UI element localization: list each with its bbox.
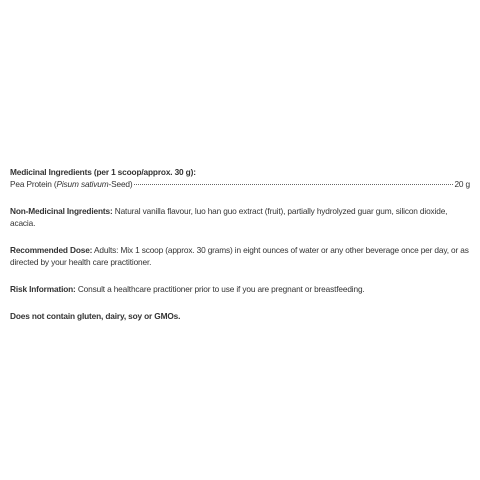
allergen-statement: Does not contain gluten, dairy, soy or GMOs. <box>10 311 181 321</box>
ingredient-name <box>10 178 133 190</box>
recommended-dose-heading: Recommended Dose: <box>10 245 93 255</box>
recommended-dose-section <box>10 244 470 268</box>
ingredient-row <box>10 178 470 190</box>
ingredient-name-prefix: Pea Protein ( <box>10 179 57 189</box>
medicinal-ingredients-section <box>10 166 470 190</box>
non-medicinal-ingredients-section <box>10 205 470 229</box>
risk-information-section <box>10 283 470 295</box>
ingredient-name-suffix: -Seed) <box>108 179 133 189</box>
allergen-section <box>10 310 470 322</box>
ingredient-latin-name: Pisum sativum <box>56 179 109 189</box>
non-medicinal-heading: Non-Medicinal Ingredients: <box>10 206 113 216</box>
risk-information-heading: Risk Information: <box>10 284 76 294</box>
supplement-label <box>10 166 470 337</box>
risk-information-text: Consult a healthcare practitioner prior to use if you are pregnant or breastfeeding. <box>75 284 365 294</box>
ingredient-amount: 20 g <box>454 179 470 189</box>
non-medicinal-text: Natural vanilla flavour, luo han guo extract (fruit), partially hydrolyzed guar gum, silicon dioxide, acacia. <box>10 206 448 228</box>
recommended-dose-text: Adults: Mix 1 scoop (approx. 30 grams) in eight ounces of water or any other beverage once per day, or as directed by your health care practitioner. <box>10 245 469 267</box>
dot-leader <box>134 184 454 185</box>
medicinal-ingredients-heading: Medicinal Ingredients (per 1 scoop/approx. 30 g): <box>10 167 196 177</box>
